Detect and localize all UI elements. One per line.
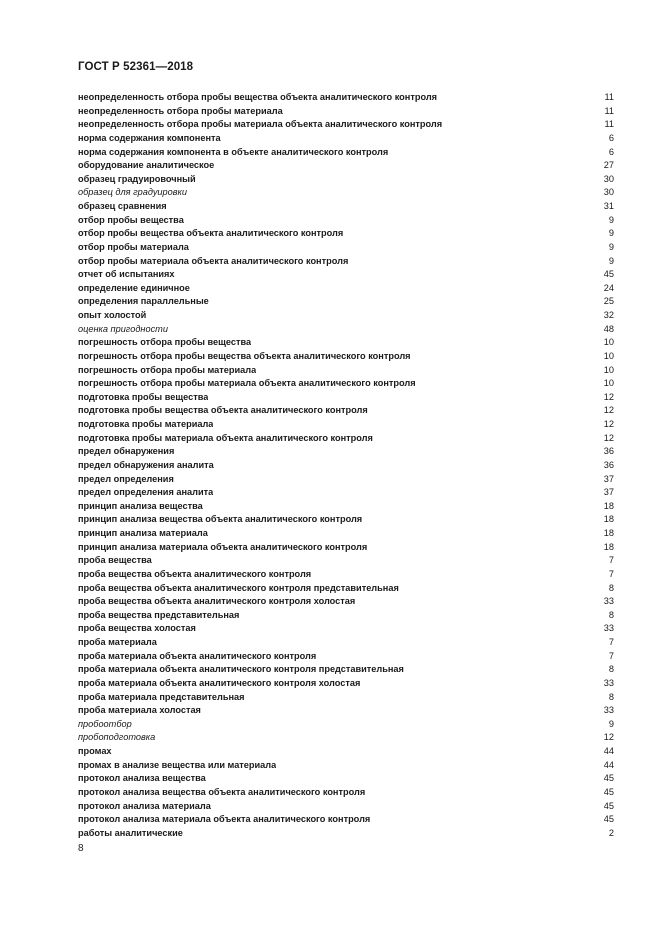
index-term: подготовка пробы вещества (78, 391, 209, 402)
index-term: оборудование аналитическое (78, 160, 215, 171)
index-entry (78, 731, 614, 745)
index-page-ref: 31 (603, 201, 614, 211)
index-entry (78, 404, 614, 418)
index-page-ref: 7 (608, 650, 614, 661)
index-term: погрешность отбора пробы вещества объекта аналитического контроля (78, 350, 411, 361)
index-term: отчет об испытаниях (78, 269, 175, 280)
index-page-ref: 36 (603, 459, 614, 470)
index-page-ref: 7 (608, 637, 614, 647)
index-page-ref: 7 (608, 568, 614, 579)
index-page-ref: 18 (603, 541, 614, 552)
index-entry (78, 336, 614, 350)
index-term: проба вещества представительная (78, 609, 240, 620)
index-entry (78, 377, 614, 391)
index-page-ref: 45 (603, 800, 614, 811)
index-page-ref: 10 (603, 364, 614, 375)
index-term: проба материала (78, 637, 157, 647)
index-entry (78, 554, 614, 568)
index-page-ref: 2 (608, 827, 614, 838)
index-term: проба материала представительная (78, 691, 245, 702)
index-term: проба вещества объекта аналитического контроля представительная (78, 582, 399, 593)
index-term: промах (78, 746, 112, 756)
index-entry (78, 159, 614, 173)
index-term: проба материала объекта аналитического контроля представительная (78, 664, 404, 675)
index-page-ref: 44 (603, 759, 614, 770)
index-page-ref: 9 (608, 241, 614, 252)
index-entry (78, 745, 614, 759)
index-term: предел обнаружения аналита (78, 459, 214, 470)
index-entry (78, 350, 614, 364)
index-entry (78, 595, 614, 609)
index-entry (78, 445, 614, 459)
index-page-ref: 12 (603, 432, 614, 443)
index-entry (78, 813, 614, 827)
index-page-ref: 33 (603, 596, 614, 607)
index-term: подготовка пробы материала объекта аналитического контроля (78, 432, 373, 443)
index-page-ref: 8 (608, 609, 614, 620)
index-page-ref: 33 (603, 705, 614, 716)
index-page-ref: 45 (603, 269, 614, 280)
index-term: предел определения аналита (78, 487, 214, 498)
index-entry (78, 663, 614, 677)
index-term: принцип анализа вещества объекта аналитического контроля (78, 514, 363, 525)
index-page-ref: 12 (603, 732, 614, 743)
index-term: протокол анализа вещества (78, 773, 206, 784)
index-page-ref: 11 (604, 119, 614, 130)
index-entry (78, 772, 614, 786)
index-term: предел обнаружения (78, 446, 175, 457)
index-page-ref: 9 (608, 228, 614, 239)
index-entry (78, 432, 614, 446)
index-page-ref: 6 (608, 146, 614, 157)
index-entry (78, 636, 614, 650)
index-page-ref: 6 (608, 132, 614, 143)
index-term: неопределенность отбора пробы материала (78, 105, 283, 116)
index-page-ref: 18 (603, 514, 614, 525)
index-term: определения параллельные (78, 296, 209, 307)
index-entry (78, 132, 614, 146)
index-entry (78, 609, 614, 623)
index-term: пробоотбор (78, 718, 132, 729)
index-page-ref: 11 (604, 92, 614, 102)
index-term: подготовка пробы вещества объекта аналитического контроля (78, 405, 368, 416)
index-page-ref: 12 (603, 391, 614, 402)
index-page-ref: 8 (608, 582, 614, 593)
index-term: отбор пробы вещества объекта аналитического контроля (78, 228, 344, 239)
index-entry (78, 186, 614, 200)
index-page-ref: 10 (603, 378, 614, 389)
index-term: норма содержания компонента (78, 132, 221, 143)
index-page-ref: 25 (603, 296, 614, 307)
index-term: проба материала холостая (78, 705, 201, 716)
index-entry (78, 513, 614, 527)
index-term: оценка пригодности (78, 323, 168, 334)
index-page-ref: 27 (603, 160, 614, 171)
index-term: предел определения (78, 473, 174, 484)
index-entry (78, 541, 614, 555)
index-entry (78, 418, 614, 432)
index-term: образец сравнения (78, 201, 167, 211)
index-page-ref: 32 (603, 310, 614, 320)
index-page-ref: 18 (603, 528, 614, 538)
index-term: проба вещества холостая (78, 623, 196, 634)
index-term: погрешность отбора пробы материала объекта аналитического контроля (78, 378, 416, 389)
index-term: отбор пробы вещества (78, 214, 184, 225)
index-term: протокол анализа вещества объекта аналитического контроля (78, 786, 366, 797)
index-page-ref: 30 (603, 187, 614, 198)
index-entry (78, 91, 614, 105)
index-page-ref: 7 (608, 555, 614, 566)
index-page-ref: 44 (603, 746, 614, 756)
index-term: работы аналитические (78, 827, 183, 838)
index-page-ref: 10 (603, 350, 614, 361)
index-term: определение единичное (78, 282, 190, 293)
index-page-ref: 36 (603, 446, 614, 457)
index-entry (78, 486, 614, 500)
index-entry (78, 105, 614, 119)
index-entry (78, 282, 614, 296)
index-term: норма содержания компонента в объекте аналитического контроля (78, 146, 389, 157)
index-entry (78, 268, 614, 282)
index-page-ref: 48 (603, 323, 614, 334)
index-page-ref: 18 (603, 500, 614, 511)
index-entry (78, 650, 614, 664)
index-entry (78, 827, 614, 841)
index-page-ref: 45 (603, 786, 614, 797)
index-entry (78, 227, 614, 241)
index-term: погрешность отбора пробы материала (78, 364, 257, 375)
index-entry (78, 500, 614, 514)
index-page-ref: 8 (608, 664, 614, 675)
index-page-ref: 9 (608, 718, 614, 729)
index-entry (78, 323, 614, 337)
index-term: проба вещества (78, 555, 152, 566)
index-term: промах в анализе вещества или материала (78, 759, 277, 770)
index-page-ref: 37 (603, 487, 614, 498)
index-entry (78, 241, 614, 255)
index-entry (78, 391, 614, 405)
index-entry (78, 704, 614, 718)
index-page-ref: 9 (608, 255, 614, 266)
index-entry (78, 214, 614, 228)
index-entry (78, 200, 614, 214)
index-term: проба материала объекта аналитического контроля холостая (78, 677, 361, 688)
index-page-ref: 24 (603, 282, 614, 293)
index-entry (78, 582, 614, 596)
page-header: ГОСТ Р 52361—2018 (78, 61, 194, 73)
index-entry (78, 800, 614, 814)
index-page-ref: 45 (603, 773, 614, 784)
index-term: принцип анализа материала (78, 528, 208, 538)
index-entry (78, 759, 614, 773)
index-entry (78, 146, 614, 160)
index-term: принцип анализа материала объекта аналитического контроля (78, 541, 368, 552)
index-term: отбор пробы материала объекта аналитического контроля (78, 255, 349, 266)
index-term: образец градуировочный (78, 173, 196, 184)
index-entry (78, 309, 614, 323)
index-entry (78, 622, 614, 636)
index-page-ref: 12 (603, 419, 614, 429)
index-term: протокол анализа материала объекта аналитического контроля (78, 814, 371, 825)
index-entry (78, 677, 614, 691)
index-page-ref: 45 (603, 814, 614, 825)
index-entry (78, 295, 614, 309)
index-entry (78, 255, 614, 269)
index-entry (78, 118, 614, 132)
index-entry (78, 691, 614, 705)
alphabetical-index (78, 91, 614, 840)
index-entry (78, 527, 614, 541)
index-term: пробоподготовка (78, 732, 156, 743)
index-term: образец для градуировки (78, 187, 187, 198)
index-entry (78, 473, 614, 487)
index-page-ref: 37 (603, 473, 614, 484)
index-term: проба вещества объекта аналитического контроля холостая (78, 596, 356, 607)
index-page-ref: 30 (603, 173, 614, 184)
index-page-ref: 8 (608, 691, 614, 702)
index-term: неопределенность отбора пробы материала объекта аналитического контроля (78, 119, 443, 130)
index-page-ref: 11 (604, 105, 614, 116)
index-entry (78, 173, 614, 187)
index-page-ref: 33 (603, 677, 614, 688)
index-entry (78, 568, 614, 582)
index-entry (78, 459, 614, 473)
index-term: принцип анализа вещества (78, 500, 203, 511)
page-number: 8 (78, 843, 84, 854)
index-term: опыт холостой (78, 310, 147, 320)
index-page-ref: 10 (603, 337, 614, 348)
index-entry (78, 786, 614, 800)
index-entry (78, 364, 614, 378)
index-term: отбор пробы материала (78, 241, 189, 252)
index-term: неопределенность отбора пробы вещества объекта аналитического контроля (78, 92, 438, 102)
index-entry (78, 718, 614, 732)
index-page-ref: 33 (603, 623, 614, 634)
index-page-ref: 12 (603, 405, 614, 416)
index-term: проба материала объекта аналитического контроля (78, 650, 317, 661)
index-term: протокол анализа материала (78, 800, 211, 811)
index-term: подготовка пробы материала (78, 419, 214, 429)
index-term: проба вещества объекта аналитического контроля (78, 568, 312, 579)
index-term: погрешность отбора пробы вещества (78, 337, 252, 348)
index-page-ref: 9 (608, 214, 614, 225)
